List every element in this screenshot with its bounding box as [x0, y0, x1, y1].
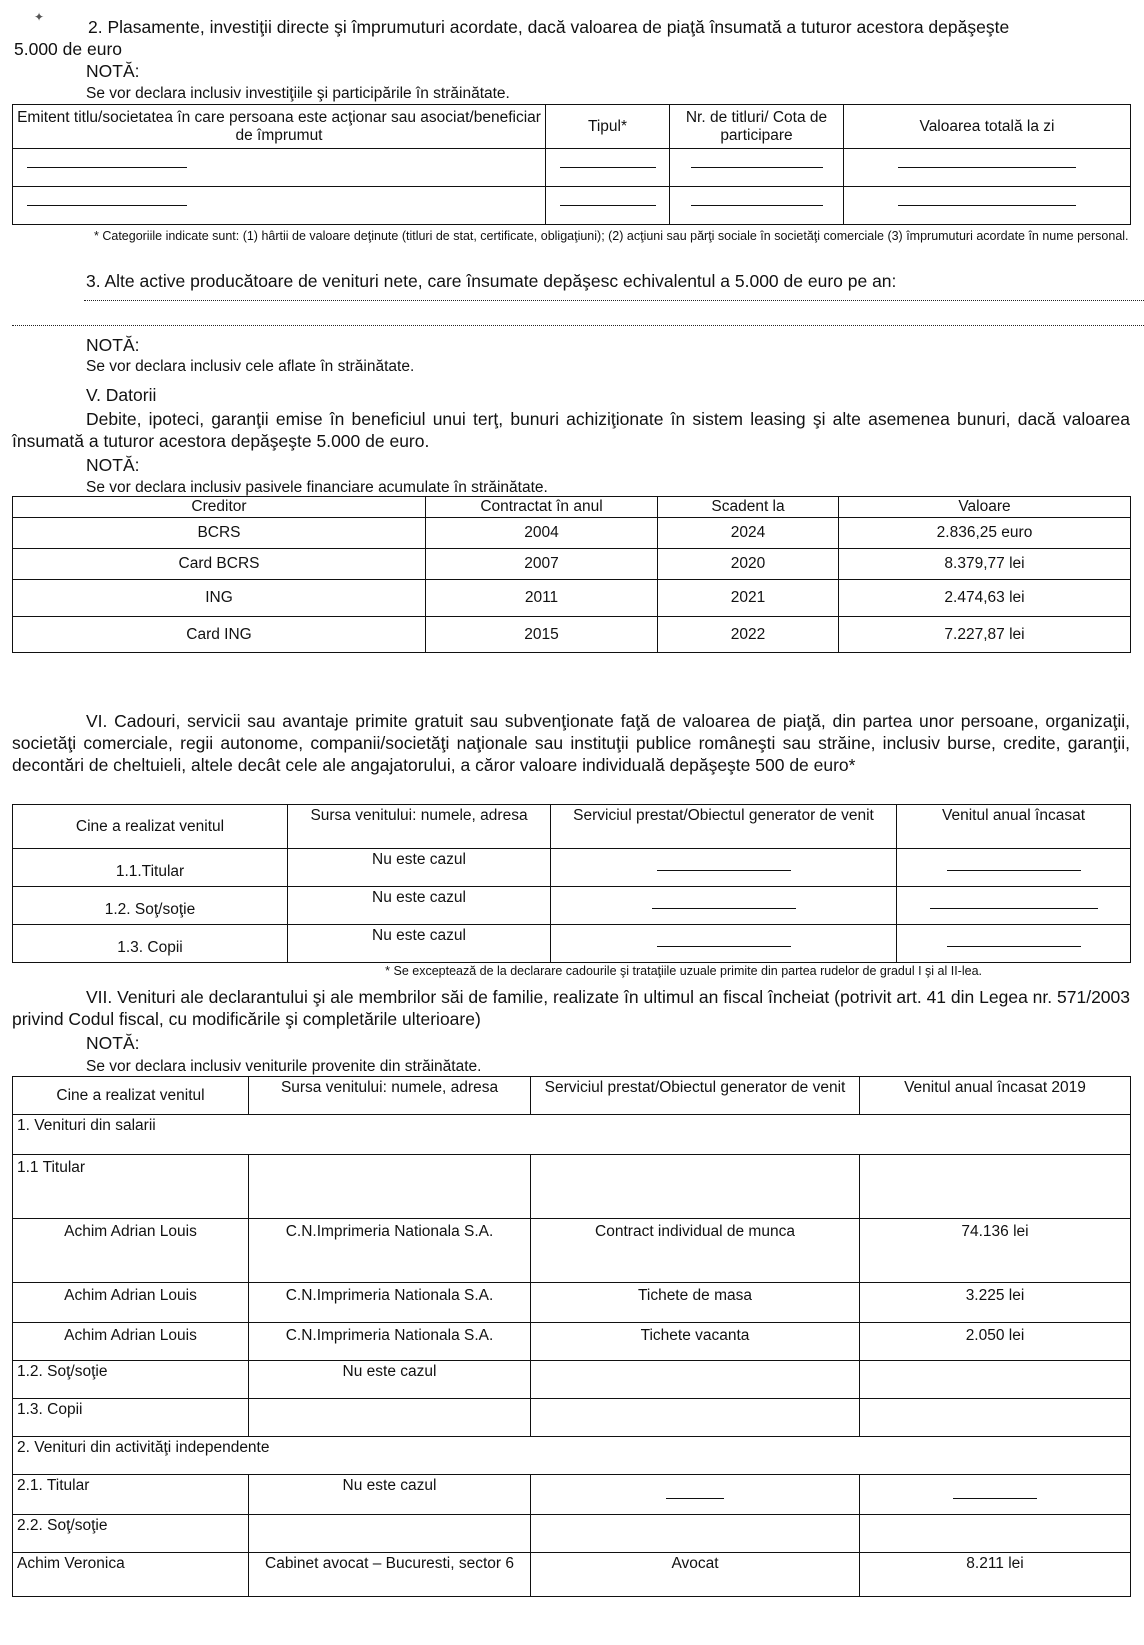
debts-header: Contractat în anul [426, 497, 658, 518]
gift-recipient: 1.1.Titular [13, 849, 288, 887]
blank-line [691, 205, 823, 206]
income-recipient: 2.1. Titular [13, 1475, 249, 1515]
blank-line [666, 1498, 724, 1499]
income-source: C.N.Imprimeria Nationala S.A. [249, 1323, 531, 1361]
investments-header: Tipul* [546, 105, 670, 149]
income-header: Sursa venitului: numele, adresa [249, 1077, 531, 1115]
table-row [13, 1361, 1131, 1399]
blank-cell [531, 1475, 860, 1515]
income-header: Serviciul prestat/Obiectul generator de venit [531, 1077, 860, 1115]
empty-cell [860, 1399, 1131, 1437]
blank-cell [13, 187, 546, 225]
nota-label: NOTĂ: [86, 335, 140, 355]
dotted-line [84, 300, 1144, 301]
income-recipient: Achim Adrian Louis [13, 1323, 249, 1361]
blank-line [898, 205, 1076, 206]
empty-cell [860, 1361, 1131, 1399]
blank-cell [551, 849, 897, 887]
debt-value: 8.379,77 lei [839, 549, 1131, 580]
debts-table [12, 496, 1131, 653]
empty-cell [531, 1515, 860, 1553]
investments-header: Nr. de titluri/ Cota de participare [670, 105, 844, 149]
empty-cell [860, 1155, 1131, 1219]
table-row [13, 1283, 1131, 1323]
gift-source: Nu este cazul [288, 887, 551, 925]
table-row [13, 187, 1131, 225]
nota-text: Se vor declara inclusiv veniturile provenite din străinătate. [86, 1058, 482, 1075]
blank-cell [13, 149, 546, 187]
blank-line [657, 870, 791, 871]
table-row [13, 849, 1131, 887]
gifts-footnote: * Se exceptează de la declarare cadourile şi trataţiile uzuale primite din partea rudelor de gradul I şi al II-lea. [385, 964, 982, 978]
blank-line [657, 946, 791, 947]
blank-line [898, 167, 1076, 168]
table-row [13, 1515, 1131, 1553]
debt-due: 2020 [658, 549, 839, 580]
empty-cell [531, 1155, 860, 1219]
gift-source: Nu este cazul [288, 849, 551, 887]
income-amount: 3.225 lei [860, 1283, 1131, 1323]
blank-line [953, 1498, 1037, 1499]
table-row [13, 1399, 1131, 1437]
gifts-table [12, 804, 1131, 963]
income-amount: 8.211 lei [860, 1553, 1131, 1597]
investments-paragraph [14, 16, 1130, 60]
income-recipient: Achim Adrian Louis [13, 1283, 249, 1323]
table-row [13, 149, 1131, 187]
income-header-row [13, 1077, 1131, 1115]
table-row [13, 1475, 1131, 1515]
debt-due: 2024 [658, 518, 839, 549]
gifts-header: Cine a realizat venitul [13, 805, 288, 849]
blank-cell [551, 887, 897, 925]
investments-footnote: * Categoriile indicate sunt: (1) hârtii de valoare deţinute (titluri de stat, certificate, obligaţiuni); (2) acţiuni sau părţi sociale în societăţi comerciale (3) împrumuturi acordate în nume personal. [94, 229, 1129, 243]
gifts-paragraph: VI. Cadouri, servicii sau avantaje primite gratuit sau subvenţionate faţă de valoarea de piaţă, din partea unor persoane, organizaţii, societăţi comerciale, regii autonome, companii/societăţi naţionale sau instituţii publice româneşti sau străine, inclusiv burse, credite, garanţii, decontări de cheltuieli, altele decât cele ale angajatorului, a căror valoare individuală depăşeşte 500 de euro* [12, 711, 1130, 775]
scan-speck: ✦ [34, 10, 45, 24]
debt-year: 2011 [426, 580, 658, 617]
income-recipient: 1.2. Soţ/soţie [13, 1361, 249, 1399]
income-paragraph: VII. Venituri ale declarantului şi ale membrilor săi de familie, realizate în ultimul an fiscal încheiat (potrivit art. 41 din Legea nr. 571/2003 privind Codul fiscal, cu modificările şi completările ulterioare) [12, 987, 1130, 1029]
table-row [13, 617, 1131, 653]
income-service: Tichete de masa [531, 1283, 860, 1323]
investments-table [12, 104, 1131, 225]
debt-creditor: ING [13, 580, 426, 617]
nota-text: Se vor declara inclusiv cele aflate în străinătate. [86, 358, 415, 375]
debt-year: 2004 [426, 518, 658, 549]
debt-creditor: BCRS [13, 518, 426, 549]
table-row [13, 1219, 1131, 1283]
empty-cell [860, 1515, 1131, 1553]
table-row [13, 580, 1131, 617]
debts-header-row [13, 497, 1131, 518]
debts-header: Valoare [839, 497, 1131, 518]
debts-header: Creditor [13, 497, 426, 518]
income-service: Contract individual de munca [531, 1219, 860, 1283]
blank-cell [670, 187, 844, 225]
income-amount: 74.136 lei [860, 1219, 1131, 1283]
blank-line [652, 908, 796, 909]
gifts-header: Serviciul prestat/Obiectul generator de venit [551, 805, 897, 849]
blank-cell [546, 149, 670, 187]
empty-cell [249, 1515, 531, 1553]
income-source: C.N.Imprimeria Nationala S.A. [249, 1219, 531, 1283]
table-row [13, 1323, 1131, 1361]
debt-creditor: Card BCRS [13, 549, 426, 580]
income-amount: 2.050 lei [860, 1323, 1131, 1361]
blank-cell [897, 849, 1131, 887]
blank-line [27, 167, 187, 168]
investments-line-2: 5.000 de euro [14, 39, 123, 59]
blank-line [27, 205, 187, 206]
gifts-header: Sursa venitului: numele, adresa [288, 805, 551, 849]
income-recipient: 2.2. Soţ/soţie [13, 1515, 249, 1553]
investments-header-row [13, 105, 1131, 149]
table-row [13, 518, 1131, 549]
debts-paragraph: Debite, ipoteci, garanţii emise în beneficiul unui terţ, bunuri achiziţionate în sistem leasing şi alte asemenea bunuri, dacă valoarea însumată a tuturor acestora depăşeşte 5.000 de euro. [12, 409, 1130, 451]
gift-recipient: 1.2. Soţ/soţie [13, 887, 288, 925]
blank-cell [551, 925, 897, 963]
table-row [13, 925, 1131, 963]
income-recipient: Achim Veronica [13, 1553, 249, 1597]
income-group-salaries: 1. Venituri din salarii [13, 1115, 1131, 1155]
investments-header: Emitent titlu/societatea în care persoana este acţionar sau asociat/beneficiar de împrumut [13, 105, 546, 149]
blank-cell [844, 149, 1131, 187]
table-row [13, 1155, 1131, 1219]
table-row [13, 887, 1131, 925]
blank-line [930, 908, 1098, 909]
debt-creditor: Card ING [13, 617, 426, 653]
nota-text: Se vor declara inclusiv pasivele financiare acumulate în străinătate. [86, 479, 548, 496]
debt-due: 2022 [658, 617, 839, 653]
section-heading: V. Datorii [86, 385, 157, 405]
blank-line [947, 946, 1081, 947]
debts-header: Scadent la [658, 497, 839, 518]
gifts-header: Venitul anual încasat [897, 805, 1131, 849]
table-row [13, 549, 1131, 580]
income-source: C.N.Imprimeria Nationala S.A. [249, 1283, 531, 1323]
blank-line [947, 870, 1081, 871]
empty-cell [531, 1399, 860, 1437]
debt-value: 2.836,25 euro [839, 518, 1131, 549]
income-group-row [13, 1437, 1131, 1475]
income-group-row [13, 1115, 1131, 1155]
blank-cell [670, 149, 844, 187]
income-header: Cine a realizat venitul [13, 1077, 249, 1115]
empty-cell [249, 1155, 531, 1219]
table-row [13, 1553, 1131, 1597]
income-source: Cabinet avocat – Bucuresti, sector 6 [249, 1553, 531, 1597]
income-service: Tichete vacanta [531, 1323, 860, 1361]
nota-label: NOTĂ: [86, 1033, 140, 1053]
other-assets-paragraph: 3. Alte active producătoare de venituri nete, care însumate depăşesc echivalentul a 5.000 de euro pe an: [86, 271, 897, 291]
blank-line [691, 167, 823, 168]
debt-value: 7.227,87 lei [839, 617, 1131, 653]
income-source: Nu este cazul [249, 1361, 531, 1399]
income-service: Avocat [531, 1553, 860, 1597]
nota-label: NOTĂ: [86, 455, 140, 475]
empty-cell [531, 1361, 860, 1399]
income-recipient: 1.3. Copii [13, 1399, 249, 1437]
income-recipient: 1.1 Titular [13, 1155, 249, 1219]
gifts-header-row [13, 805, 1131, 849]
debt-year: 2015 [426, 617, 658, 653]
debt-due: 2021 [658, 580, 839, 617]
income-recipient: Achim Adrian Louis [13, 1219, 249, 1283]
nota-label: NOTĂ: [86, 61, 140, 81]
debt-value: 2.474,63 lei [839, 580, 1131, 617]
empty-cell [249, 1399, 531, 1437]
investments-line-1: 2. Plasamente, investiţii directe şi împrumuturi acordate, dacă valoarea de piaţă însumată a tuturor acestora depăşeşte [88, 17, 1010, 37]
income-table [12, 1076, 1131, 1597]
nota-text: Se vor declara inclusiv investiţiile şi participările în străinătate. [86, 85, 510, 102]
income-header: Venitul anual încasat 2019 [860, 1077, 1131, 1115]
gift-recipient: 1.3. Copii [13, 925, 288, 963]
blank-line [560, 205, 656, 206]
gift-source: Nu este cazul [288, 925, 551, 963]
income-group-independent: 2. Venituri din activităţi independente [13, 1437, 1131, 1475]
dotted-line [12, 325, 1144, 326]
blank-cell [897, 887, 1131, 925]
debt-year: 2007 [426, 549, 658, 580]
blank-cell [546, 187, 670, 225]
income-source: Nu este cazul [249, 1475, 531, 1515]
blank-line [560, 167, 656, 168]
blank-cell [897, 925, 1131, 963]
investments-header: Valoarea totală la zi [844, 105, 1131, 149]
blank-cell [844, 187, 1131, 225]
blank-cell [860, 1475, 1131, 1515]
